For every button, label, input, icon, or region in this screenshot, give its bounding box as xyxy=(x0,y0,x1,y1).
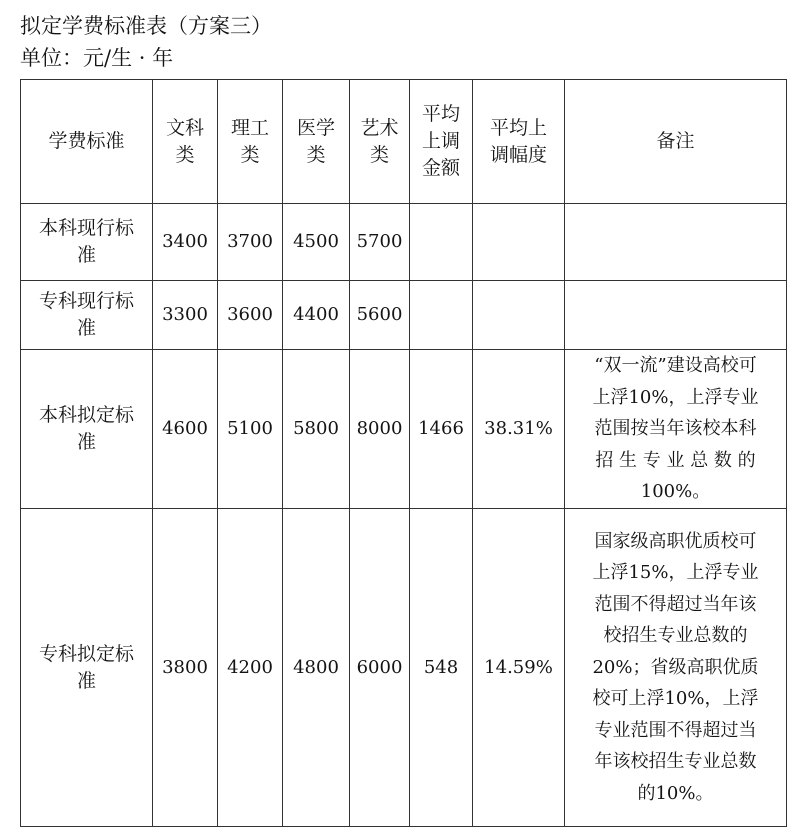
cell-science-engineering: 3700 xyxy=(218,204,283,281)
cell-science-engineering: 4200 xyxy=(218,509,283,827)
cell-avg-rate xyxy=(473,281,565,350)
table-row xyxy=(21,281,787,350)
cell-avg-amount xyxy=(410,204,473,281)
header-standard: 学费标准 xyxy=(21,80,153,204)
cell-arts: 5600 xyxy=(350,281,410,350)
cell-avg-rate: 14.59% xyxy=(473,509,565,827)
header-science-engineering: 理工 类 xyxy=(218,80,283,204)
cell-medical: 4800 xyxy=(283,509,350,827)
cell-remarks xyxy=(565,281,787,350)
cell-remarks xyxy=(565,204,787,281)
cell-science-engineering: 5100 xyxy=(218,350,283,509)
row-name: 专科现行标 准 xyxy=(21,281,153,350)
header-liberal-arts: 文科 类 xyxy=(153,80,218,204)
cell-liberal-arts: 3300 xyxy=(153,281,218,350)
row-name: 本科拟定标 准 xyxy=(21,350,153,509)
cell-remarks: 国家级高职优质校可 上浮15%，上浮专业 范围不得超过当年该 校招生专业总数的 20%；省级高职优质 校可上浮10%，上浮 专业范围不得超过当 年该校招生专业总数 的10%。 xyxy=(565,509,787,827)
header-avg-rate: 平均上 调幅度 xyxy=(473,80,565,204)
cell-avg-amount: 548 xyxy=(410,509,473,827)
header-row xyxy=(21,80,787,204)
cell-avg-amount xyxy=(410,281,473,350)
header-remarks: 备注 xyxy=(565,80,787,204)
cell-arts: 8000 xyxy=(350,350,410,509)
unit-label: 单位：元/生 · 年 xyxy=(20,46,174,70)
row-name: 本科现行标 准 xyxy=(21,204,153,281)
cell-arts: 5700 xyxy=(350,204,410,281)
table-title: 拟定学费标准表（方案三） xyxy=(20,14,272,38)
header-avg-amount: 平均 上调 金额 xyxy=(410,80,473,204)
table-row xyxy=(21,204,787,281)
cell-avg-rate: 38.31% xyxy=(473,350,565,509)
header-medical: 医学 类 xyxy=(283,80,350,204)
cell-medical: 4500 xyxy=(283,204,350,281)
cell-medical: 4400 xyxy=(283,281,350,350)
tuition-table xyxy=(20,79,787,827)
cell-science-engineering: 3600 xyxy=(218,281,283,350)
cell-medical: 5800 xyxy=(283,350,350,509)
cell-liberal-arts: 3800 xyxy=(153,509,218,827)
cell-avg-rate xyxy=(473,204,565,281)
cell-liberal-arts: 3400 xyxy=(153,204,218,281)
row-name: 专科拟定标 准 xyxy=(21,509,153,827)
cell-remarks: “双一流”建设高校可 上浮10%，上浮专业 范围按当年该校本科 招 生 专 业 总 数 的 100%。 xyxy=(565,350,787,509)
table-row xyxy=(21,509,787,827)
table-row xyxy=(21,350,787,509)
header-arts: 艺术 类 xyxy=(350,80,410,204)
cell-liberal-arts: 4600 xyxy=(153,350,218,509)
cell-avg-amount: 1466 xyxy=(410,350,473,509)
cell-arts: 6000 xyxy=(350,509,410,827)
